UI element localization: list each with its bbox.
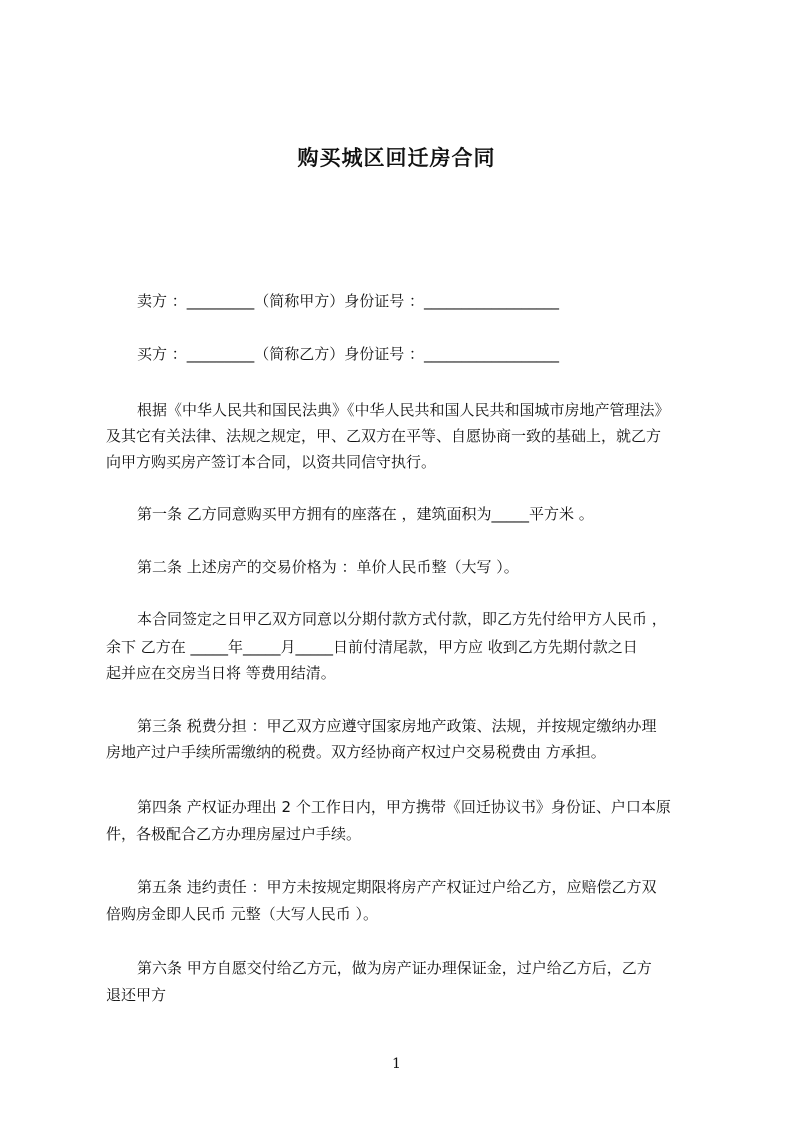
buyer-line: 买方 ：_________（简称乙方）身份证号 ：__________________: [137, 345, 560, 363]
payment-clause-line: 起并应在交房当日将 等费用结清。: [106, 664, 336, 682]
preamble-line: 及其它有关法律、法规之规定，甲、乙双方在平等、自愿协商一致的基础上，就乙方: [106, 427, 662, 445]
preamble-line: 向甲方购买房产签订本合同，以资共同信守执行。: [106, 453, 437, 471]
article-6-line: 第六条 甲方自愿交付给乙方元，做为房产证办理保证金，过户给乙方后，乙方: [137, 959, 652, 977]
article-3-line: 房地产过户手续所需缴纳的税费。双方经协商产权过户交易税费由 方承担。: [106, 743, 606, 761]
article-4-line: 件，各极配合乙方办理房屋过户手续。: [106, 825, 362, 843]
page-number: 1: [392, 1056, 401, 1072]
payment-clause-line: 余下 乙方在 _____年_____月_____日前付清尾款，甲方应 收到乙方先期付款之日: [106, 638, 638, 656]
document-title: 购买城区回迁房合同: [297, 146, 496, 170]
preamble-line: 根据《中华人民共和国民法典》《中华人民共和国人民共和国城市房地产管理法》: [137, 401, 670, 419]
article-3-line: 第三条 税费分担 ：甲乙双方应遵守国家房地产政策、法规，并按规定缴纳办理: [137, 717, 657, 735]
article-6-line: 退还甲方: [106, 986, 167, 1004]
payment-clause-line: 本合同签定之日甲乙双方同意以分期付款方式付款，即乙方先付给甲方人民币 ，: [137, 610, 667, 628]
article-4-line: 第四条 产权证办理出 2 个工作日内，甲方携带《回迁协议书》身份证、户口本原: [137, 798, 671, 816]
seller-line: 卖方 ：_________（简称甲方）身份证号 ：__________________: [137, 292, 560, 310]
article-5-line: 倍购房金即人民币 元整（大写人民币 ）。: [106, 905, 379, 923]
article-2-line: 第二条 上述房产的交易价格为 ：单价人民币整（大写 ）。: [137, 558, 519, 576]
article-5-line: 第五条 违约责任 ：甲方未按规定期限将房产产权证过户给乙方，应赔偿乙方双: [137, 878, 657, 896]
article-1-line: 第一条 乙方同意购买甲方拥有的座落在 ，建筑面积为_____平方米 。: [137, 505, 594, 523]
